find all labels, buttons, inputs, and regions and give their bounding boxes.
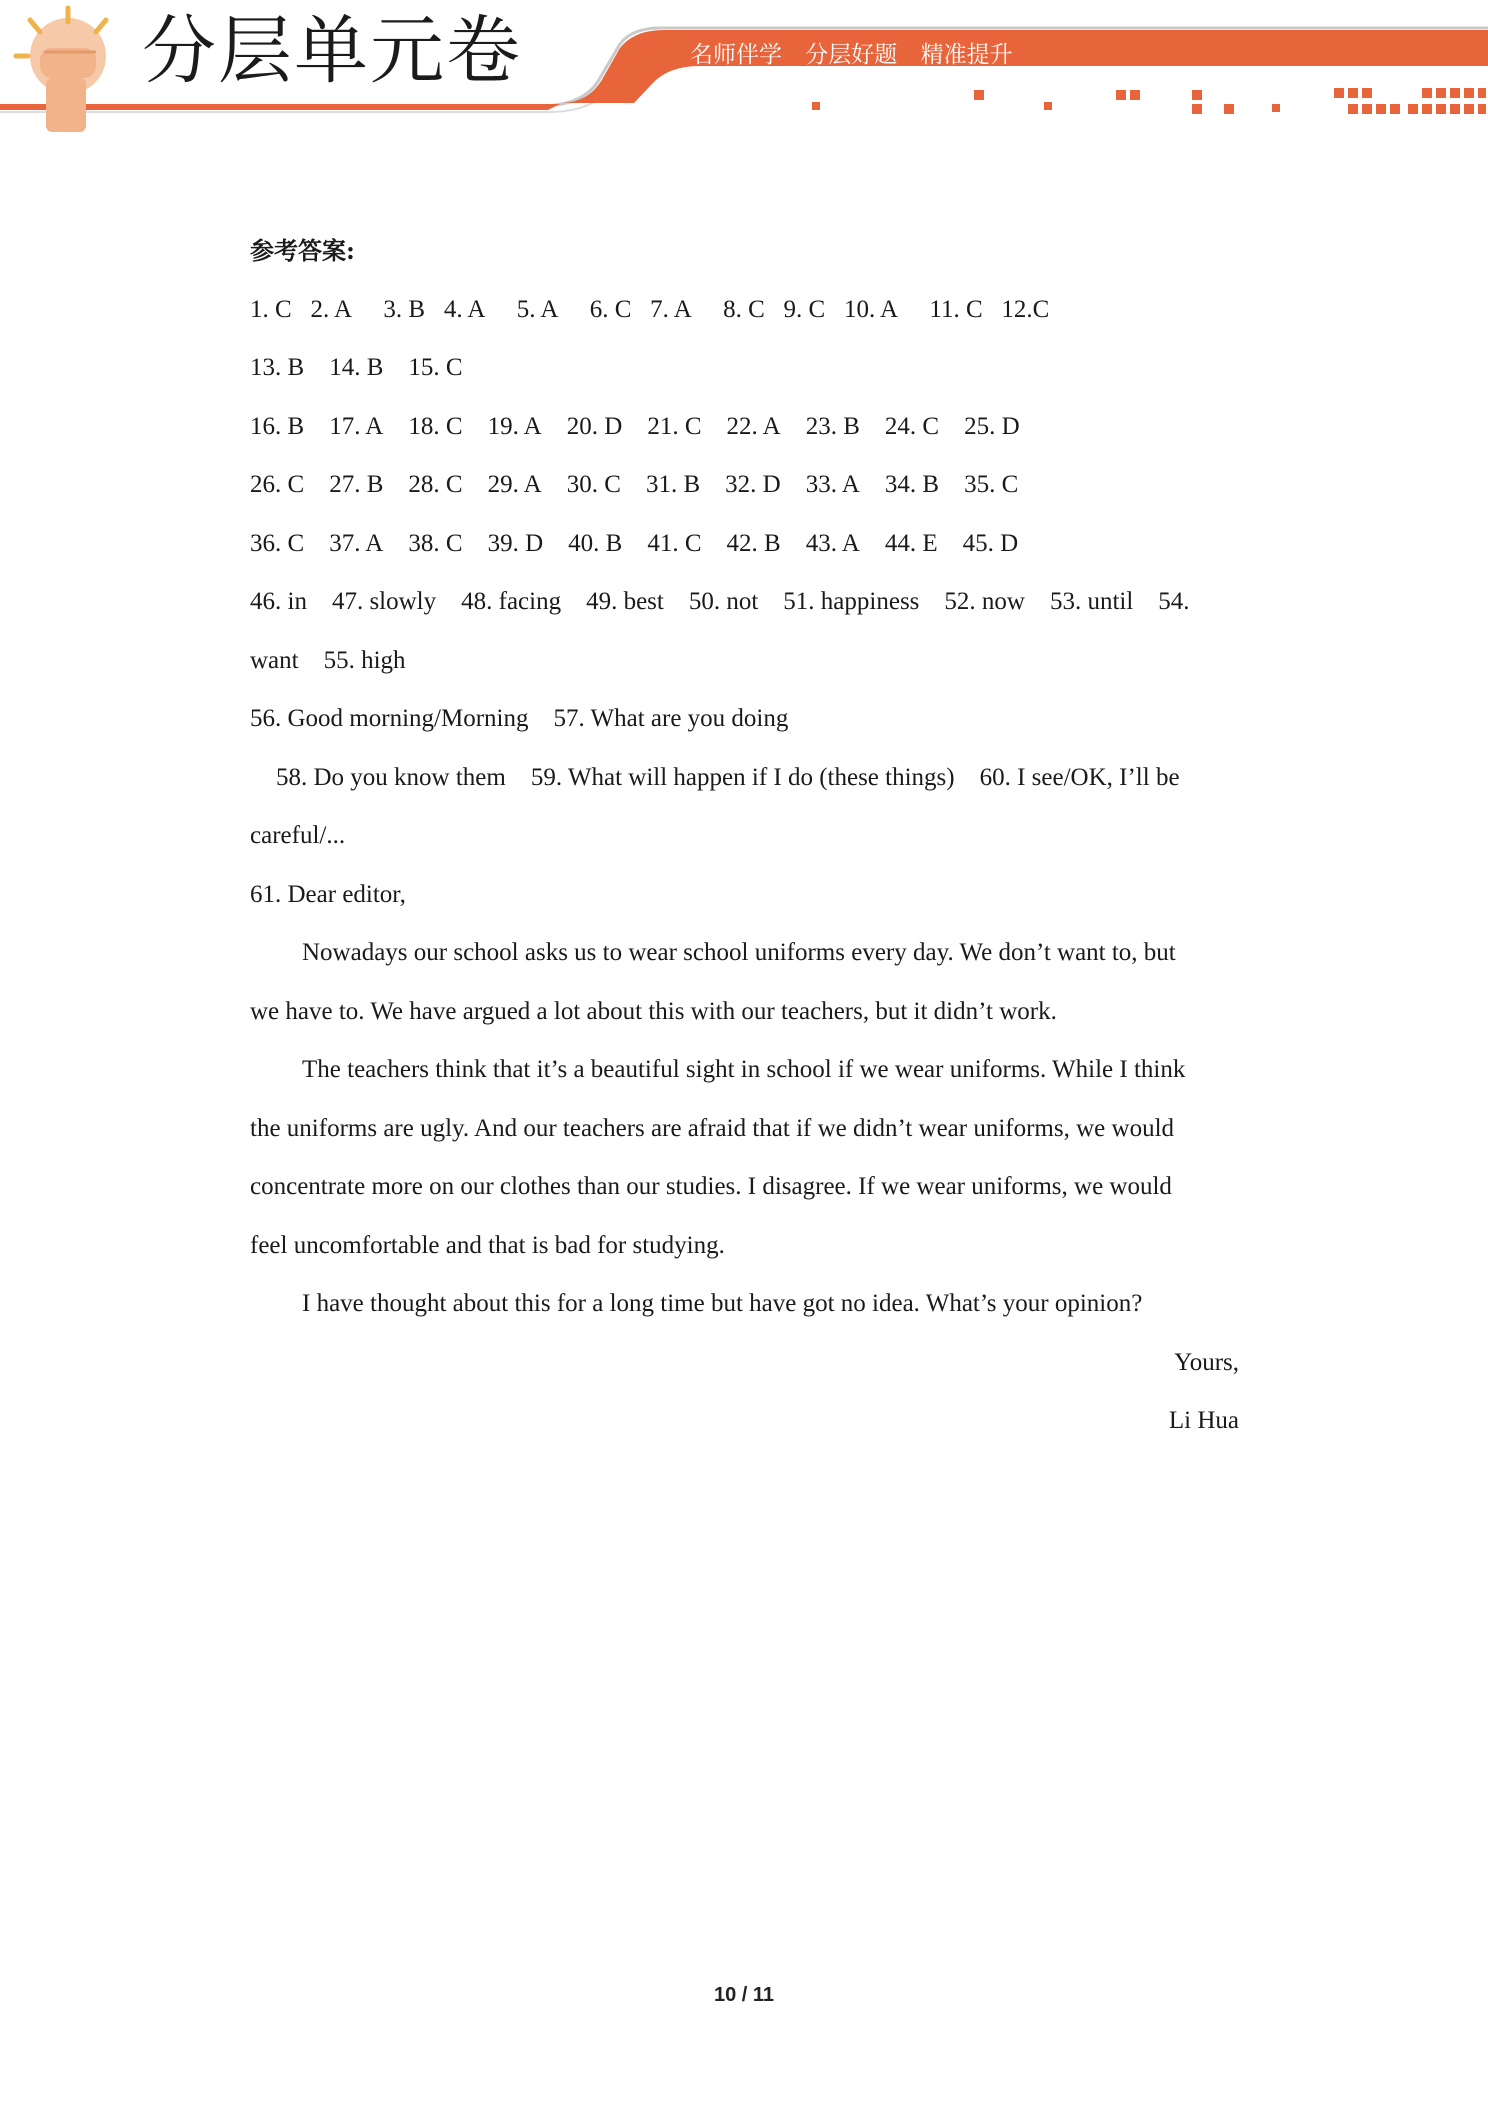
fist-icon	[16, 8, 106, 132]
answer-item: 25. D	[964, 412, 1020, 440]
essay-paragraph-line: concentrate more on our clothes than our studies. I disagree. If we wear uniforms, we would	[250, 1173, 1172, 1200]
answer-item: 11. C	[929, 295, 983, 323]
answer-item: 3. B	[383, 295, 426, 323]
decorative-squares	[812, 88, 1486, 114]
essay-closing: Yours,	[1174, 1348, 1239, 1376]
answer-row-5	[250, 515, 1250, 574]
answer-item: 6. C	[589, 295, 632, 323]
answer-item: 19. A	[487, 412, 542, 440]
essay-paragraph-line: I have thought about this for a long time but have got no idea. What’s your opinion?	[302, 1290, 1143, 1317]
essay-paragraph-line: feel uncomfortable and that is bad for studying.	[250, 1231, 725, 1259]
answer-item: 23. B	[805, 412, 860, 440]
answer-item: 44. E	[884, 529, 938, 557]
answer-item: 22. A	[726, 412, 781, 440]
page-header	[0, 0, 1488, 140]
answer-item: 32. D	[725, 471, 781, 498]
fill-in-answers-line-2: want 55. high	[250, 646, 406, 674]
answer-item: 41. C	[647, 529, 702, 557]
answer-item: 33. A	[805, 471, 860, 498]
essay-paragraph-line: The teachers think that it’s a beautiful sight in school if we wear uniforms. While I think	[302, 1056, 1186, 1083]
answer-item: 30. C	[566, 471, 621, 498]
answer-item: 21. C	[647, 412, 702, 440]
answer-item: 4. A	[443, 295, 486, 323]
answer-item: 7. A	[650, 295, 692, 323]
fill-in-answers-line-1: 46. in 47. slowly 48. facing 49. best 50. not 51. happiness 52. now 53. until 54.	[250, 588, 1190, 615]
essay-paragraph-line: Nowadays our school asks us to wear school uniforms every day. We don’t want to, but	[302, 939, 1176, 966]
answer-item: 8. C	[723, 295, 765, 323]
brand-title: 分层单元卷	[142, 8, 522, 94]
answer-item: 17. A	[329, 412, 384, 440]
answer-item: 29. A	[487, 471, 542, 498]
essay-paragraph-line: the uniforms are ugly. And our teachers are afraid that if we didn’t wear uniforms, we would	[250, 1114, 1175, 1142]
answer-item: 5. A	[516, 295, 559, 323]
essay-signature: Li Hua	[1168, 1407, 1239, 1434]
answer-item: 12.C	[1001, 295, 1050, 323]
answer-item: 35. C	[964, 471, 1019, 498]
answer-row-2	[250, 339, 1250, 398]
answer-item: 2. A	[310, 295, 353, 323]
answer-item: 24. C	[884, 412, 940, 440]
answer-item: 15. C	[408, 354, 463, 381]
dialog-answers-line-2: 58. Do you know them 59. What will happen if I do (these things) 60. I see/OK, I’ll be	[276, 763, 1180, 791]
answer-item: 39. D	[487, 529, 544, 557]
answer-item: 36. C	[250, 529, 305, 557]
answer-item: 31. B	[645, 471, 701, 498]
answer-row-1	[250, 281, 1250, 340]
answer-item: 40. B	[568, 529, 623, 557]
answer-item: 13. B	[250, 354, 305, 381]
essay-salutation: 61. Dear editor,	[250, 880, 406, 908]
answer-item: 18. C	[408, 412, 463, 440]
answer-item: 45. D	[962, 529, 1019, 557]
answer-item: 27. B	[329, 471, 384, 498]
answer-item: 38. C	[408, 529, 463, 557]
essay-paragraph-line: we have to. We have argued a lot about this with our teachers, but it didn’t work.	[250, 997, 1057, 1025]
answer-item: 43. A	[805, 529, 860, 557]
answer-item: 10. A	[843, 295, 899, 323]
answer-item: 42. B	[726, 529, 781, 557]
page-number: 10 / 11	[713, 1984, 775, 2006]
answer-item: 26. C	[250, 471, 305, 498]
answer-key	[250, 222, 1250, 1451]
answer-item: 37. A	[329, 529, 384, 557]
answer-item: 28. C	[408, 471, 463, 498]
answer-row-4	[250, 456, 1250, 515]
answer-item: 14. B	[329, 354, 384, 381]
answer-item: 34. B	[884, 471, 940, 498]
answer-item: 9. C	[783, 295, 826, 323]
answer-item: 20. D	[566, 412, 623, 440]
header-slogan: 名师伴学 分层好题 精准提升	[690, 42, 1013, 68]
dialog-answers-line-1: 56. Good morning/Morning 57. What are you doing	[250, 705, 789, 732]
answer-item: 1. C	[250, 295, 292, 323]
dialog-answers-line-3: careful/...	[250, 822, 346, 849]
answer-item: 16. B	[250, 412, 305, 440]
answer-row-3	[250, 398, 1250, 457]
answer-key-heading: 参考答案:	[250, 236, 355, 265]
